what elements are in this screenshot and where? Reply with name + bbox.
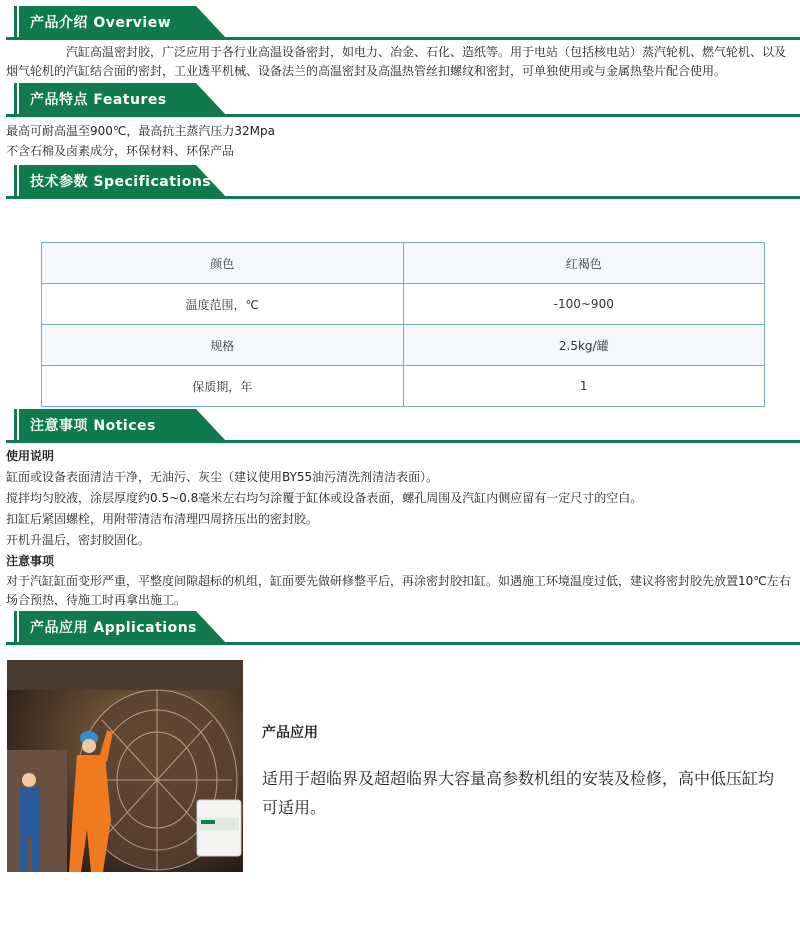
section-title: 产品应用 Applications [30, 620, 198, 636]
section-title: 产品特点 Features [30, 92, 167, 108]
usage-line: 扣缸后紧固螺栓，用附带清洁布清理四周挤压出的密封胶。 [6, 512, 319, 526]
spec-name: 颜色 [42, 243, 404, 284]
section-title: 注意事项 Notices [30, 418, 156, 434]
spec-table [41, 242, 765, 407]
caution-text: 对于汽缸缸面变形严重，平整度间隙超标的机组，缸面要先做研修整平后，再涂密封胶扣缸。如遇施工环境温度过低，建议将密封胶先放置10℃左右场合预热，待施工时再拿出施工。 [6, 574, 791, 607]
table-row [42, 243, 765, 284]
applications-text: 适用于超临界及超超临界大容量高参数机组的安装及检修，高中低压缸均可适用。 [262, 769, 775, 817]
spec-value: 2.5kg/罐 [403, 325, 765, 366]
spec-value: 1 [403, 366, 765, 407]
section-header-notices [0, 409, 800, 449]
section-title: 产品介绍 Overview [30, 15, 172, 31]
usage-line: 缸面或设备表面清洁干净，无油污、灰尘（建议使用BY55油污清洗剂清洁表面）。 [6, 470, 439, 484]
usage-heading: 使用说明 [6, 449, 55, 463]
applications-heading: 产品应用 [262, 725, 318, 741]
section-header-features [0, 83, 800, 123]
spec-name: 温度范围，℃ [42, 284, 404, 325]
spec-name: 规格 [42, 325, 404, 366]
section-header-applications [0, 611, 800, 651]
section-header-specs [0, 165, 800, 205]
table-row [42, 325, 765, 366]
caution-heading: 注意事项 [6, 554, 55, 568]
spec-name: 保质期，年 [42, 366, 404, 407]
usage-line: 开机升温后，密封胶固化。 [6, 533, 151, 547]
table-row [42, 366, 765, 407]
feature-line: 不含石棉及卤素成分，环保材料、环保产品 [6, 144, 235, 158]
usage-line: 搅拌均匀胶液，涂层厚度约0.5~0.8毫米左右均匀涂覆于缸体或设备表面，螺孔周围及汽缸内侧应留有一定尺寸的空白。 [6, 491, 643, 505]
spec-value: -100~900 [403, 284, 765, 325]
turbine-workers-photo [7, 660, 243, 872]
spec-value: 红褐色 [403, 243, 765, 284]
section-title: 技术参数 Specifications [30, 174, 212, 190]
overview-text: 汽缸高温密封胶，广泛应用于各行业高温设备密封，如电力、冶金、石化、造纸等。用于电站（包括核电站）蒸汽轮机、燃气轮机、以及烟气轮机的汽缸结合面的密封，工业透平机械、设备法兰的高温密封及高温热管丝扣螺纹和密封，可单独使用或与金属热垫片配合使用。 [6, 45, 787, 78]
table-row [42, 284, 765, 325]
feature-line: 最高可耐高温至900℃，最高抗主蒸汽压力32Mpa [6, 124, 275, 138]
section-header-overview [0, 6, 800, 46]
